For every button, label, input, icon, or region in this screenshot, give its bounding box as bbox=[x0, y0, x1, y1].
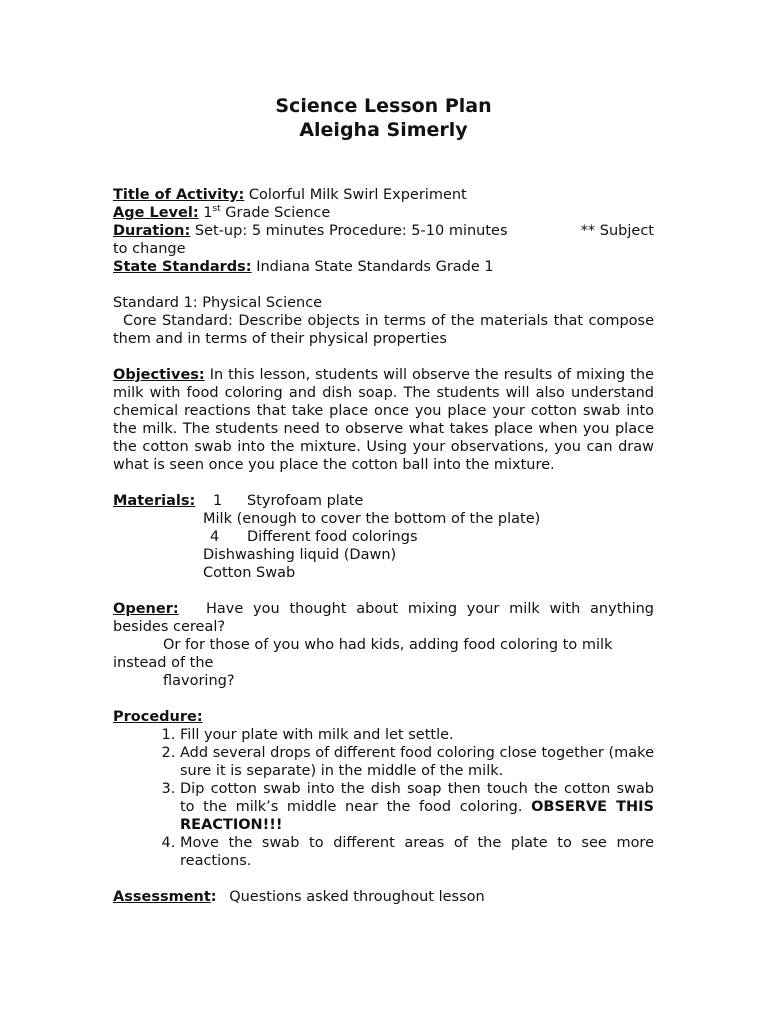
material-item bbox=[113, 546, 654, 564]
duration-value: Set-up: 5 minutes Procedure: 5-10 minutes bbox=[194, 223, 508, 239]
assessment-colon: : bbox=[210, 889, 217, 905]
document-title: Science Lesson Plan bbox=[275, 95, 492, 117]
standards-line bbox=[113, 258, 654, 276]
material-name: Cotton Swab bbox=[203, 565, 296, 581]
procedure-step: 2. Add several drops of different food coloring close together (make sure it is separate) in the middle of the milk. bbox=[180, 744, 654, 780]
material-item bbox=[113, 564, 654, 582]
duration-note-cont: to change bbox=[113, 241, 186, 257]
standard-heading: Standard 1: Physical Science bbox=[113, 295, 323, 311]
procedure-section bbox=[113, 708, 654, 870]
objectives-section bbox=[113, 366, 654, 474]
age-value-sup: st bbox=[212, 204, 221, 215]
material-name: Different food colorings bbox=[247, 529, 418, 545]
activity-line bbox=[113, 186, 654, 204]
opener-text-1: Have you thought about mixing your milk with anything besides cereal? bbox=[113, 601, 654, 635]
material-name: Styrofoam plate bbox=[247, 493, 364, 509]
procedure-list bbox=[113, 726, 654, 870]
procedure-step-text: Dip cotton swab into the dish soap then touch the cotton swab to the milk’s middle near the food coloring. bbox=[180, 781, 654, 815]
document-author: Aleigha Simerly bbox=[299, 119, 468, 141]
material-qty: 1 bbox=[213, 493, 223, 509]
materials-section bbox=[113, 492, 654, 582]
material-qty: 4 bbox=[210, 529, 220, 545]
assessment-section bbox=[113, 888, 654, 906]
procedure-label: Procedure: bbox=[113, 709, 203, 725]
document-page bbox=[113, 94, 654, 906]
procedure-step: 1. Fill your plate with milk and let settle. bbox=[180, 726, 654, 744]
material-name: Dishwashing liquid (Dawn) bbox=[203, 547, 397, 563]
objectives-text: In this lesson, students will observe the results of mixing the milk with food coloring and dish soap. The students will also understand chemical reactions that take place once you place your cotton swab into the milk. The students need to observe what takes place when you place the cotton swab into the mixture. Using your observations, you can draw what is seen once you place the cotton ball into the mixture. bbox=[113, 367, 655, 473]
opener-label: Opener: bbox=[113, 601, 179, 617]
age-line bbox=[113, 204, 654, 222]
objectives-label: Objectives: bbox=[113, 367, 205, 383]
age-value-rest: Grade Science bbox=[220, 205, 331, 221]
activity-label: Title of Activity: bbox=[113, 187, 245, 203]
activity-value: Colorful Milk Swirl Experiment bbox=[248, 187, 467, 203]
duration-note: ** Subject bbox=[580, 223, 654, 239]
assessment-label: Assessment bbox=[113, 889, 211, 905]
assessment-text: Questions asked throughout lesson bbox=[229, 889, 485, 905]
procedure-step-emphasis: OBSERVE THIS REACTION!!! bbox=[180, 799, 654, 833]
standards-value: Indiana State Standards Grade 1 bbox=[256, 259, 494, 275]
materials-label: Materials: bbox=[113, 493, 196, 509]
material-item bbox=[113, 510, 654, 528]
standards-label: State Standards: bbox=[113, 259, 252, 275]
procedure-step: 4. Move the swab to different areas of the plate to see more reactions. bbox=[180, 834, 654, 870]
material-name: Milk (enough to cover the bottom of the plate) bbox=[203, 511, 541, 527]
opener-line-2: Or for those of you who had kids, adding food coloring to milk instead of the bbox=[113, 637, 613, 671]
duration-label: Duration: bbox=[113, 223, 191, 239]
opener-line-1 bbox=[113, 600, 654, 636]
age-value-num: 1 bbox=[203, 205, 213, 221]
opener-line-3: flavoring? bbox=[163, 673, 235, 689]
procedure-step bbox=[180, 780, 654, 834]
opener-section bbox=[113, 600, 654, 690]
material-item bbox=[113, 528, 654, 546]
duration-line bbox=[113, 222, 654, 240]
age-label: Age Level: bbox=[113, 205, 199, 221]
core-standard: Core Standard: Describe objects in terms of the materials that compose them and in terms of their physical properties bbox=[113, 313, 654, 347]
materials-first-line bbox=[113, 492, 654, 510]
